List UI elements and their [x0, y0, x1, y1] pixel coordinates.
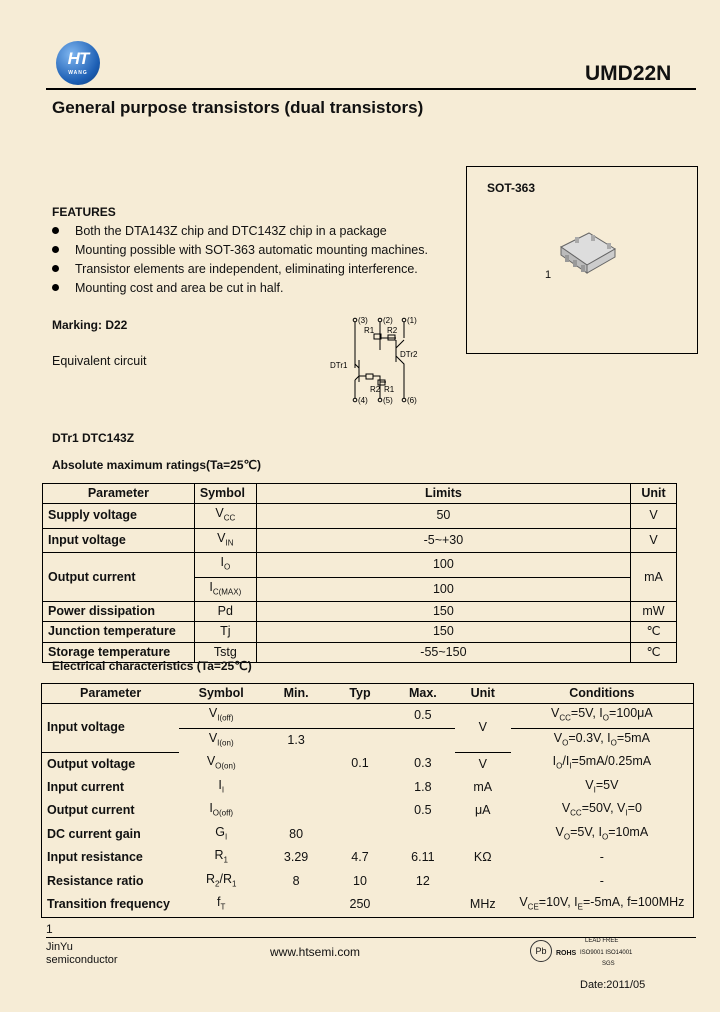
col-header: Typ — [329, 684, 391, 704]
header-rule — [46, 88, 696, 90]
conditions-cell: $V_{CC}=50V$, $V_I=0$ — [511, 799, 694, 823]
unit-cell — [455, 870, 511, 894]
min-cell: 3.29 — [283, 850, 309, 865]
param-cell: Junction temperature — [43, 622, 195, 642]
param-cell: DC current gain — [42, 823, 180, 847]
col-header: Symbol — [194, 484, 256, 504]
symbol-cell: $V_{CC}$ — [194, 504, 256, 529]
conditions-cell: $V_O=0.3V$, $I_O=5mA$ — [511, 728, 694, 752]
equivalent-circuit-label: Equivalent circuit — [52, 354, 147, 368]
param-cell: Transition frequency — [42, 893, 180, 917]
bullet-icon — [52, 227, 59, 234]
unit-cell: mW — [631, 602, 677, 622]
conditions-cell: - — [511, 870, 694, 894]
limit-cell: -55~150 — [256, 642, 630, 662]
cert-lead-free: LEAD FREE — [585, 938, 619, 944]
max-cell: 6.11 — [411, 850, 435, 865]
max-cell — [391, 893, 455, 917]
pin-1-label: (1) — [407, 316, 417, 325]
symbol-cell: $f_T$ — [179, 893, 263, 917]
symbol-cell: Pd — [194, 602, 256, 622]
max-cell: 0.5 — [391, 704, 455, 729]
table-row — [42, 893, 694, 917]
symbol-cell: $R_1$ — [214, 848, 228, 865]
dtr1-label: DTr1 — [330, 361, 348, 370]
col-header: Limits — [256, 484, 630, 504]
features-heading: FEATURES — [52, 205, 116, 219]
feature-item: Both the DTA143Z chip and DTC143Z chip in a package — [52, 222, 428, 241]
table-row — [42, 799, 694, 823]
min-cell — [263, 893, 329, 917]
unit-cell: V — [478, 756, 487, 771]
logo-text: HT — [67, 49, 89, 68]
company-logo — [56, 41, 100, 85]
unit-cell: mA — [473, 779, 493, 794]
param-cell: Output current — [42, 799, 180, 823]
param-cell: Power dissipation — [43, 602, 195, 622]
pin-4-label: (4) — [358, 396, 368, 405]
package-name: SOT-363 — [487, 181, 536, 195]
typ-cell: 10 — [353, 873, 367, 888]
limit-cell: -5~+30 — [256, 528, 630, 553]
limit-cell: 150 — [256, 622, 630, 642]
table-row — [42, 870, 694, 894]
feature-item: Transistor elements are independent, eliminating interference. — [52, 260, 428, 279]
feature-item: Mounting possible with SOT-363 automatic mounting machines. — [52, 241, 428, 260]
col-header: Unit — [631, 484, 677, 504]
min-cell — [263, 799, 329, 823]
pin-3-label: (3) — [358, 316, 368, 325]
param-cell: Supply voltage — [43, 504, 195, 529]
r1-bottom-label: R1 — [384, 385, 395, 394]
max-cell: 0.3 — [414, 756, 432, 771]
symbol-cell: $I_O$ — [194, 553, 256, 578]
unit-cell: V — [631, 504, 677, 529]
max-cell: 1.8 — [414, 779, 432, 794]
cert-rohs: ROHS — [556, 950, 577, 957]
col-header: Unit — [455, 684, 511, 704]
max-cell: 12 — [415, 873, 430, 888]
model-number: UMD22N — [585, 62, 672, 85]
table-row — [43, 602, 677, 622]
symbol-cell: $R_2/R_1$ — [205, 871, 237, 889]
abs-max-heading: Absolute maximum ratings(Ta=25℃) — [52, 458, 261, 472]
pin-label: 1 — [545, 269, 552, 281]
bullet-icon — [52, 246, 59, 253]
dtr2-label: DTr2 — [400, 350, 418, 359]
unit-cell: KΩ — [473, 850, 492, 865]
min-cell — [263, 776, 329, 800]
dtr-heading: DTr1 DTC143Z — [52, 431, 135, 445]
param-cell: Output voltage — [42, 752, 180, 776]
typ-cell — [329, 728, 391, 752]
website-link[interactable]: www.htsemi.com — [270, 945, 361, 959]
typ-cell — [329, 799, 391, 823]
conditions-cell: $V_{CE}=10V$, $I_E=-5mA$, f=100MHz — [511, 893, 694, 917]
limit-cell: 100 — [256, 553, 630, 578]
min-cell: 8 — [292, 873, 300, 888]
unit-cell — [455, 823, 511, 847]
unit-cell: ℃ — [631, 622, 677, 642]
col-header: Symbol — [179, 684, 263, 704]
limit-cell: 150 — [256, 602, 630, 622]
r1-top-label: R1 — [364, 326, 375, 335]
package-box — [466, 166, 698, 354]
symbol-cell: $I_{O(off)}$ — [209, 801, 234, 818]
param-cell: Input voltage — [43, 528, 195, 553]
typ-cell — [329, 823, 391, 847]
param-cell: Input current — [42, 776, 180, 800]
table-row — [43, 622, 677, 642]
param-cell: Input resistance — [42, 846, 180, 870]
marking: Marking: D22 — [52, 318, 128, 332]
max-cell: 0.5 — [414, 803, 432, 818]
r2-top-label: R2 — [387, 326, 398, 335]
sot363-package-drawing — [551, 225, 621, 281]
conditions-cell: $V_{CC}=5V$, $I_O=100\mu A$ — [511, 704, 694, 729]
typ-cell — [329, 776, 391, 800]
param-cell: Output current — [43, 553, 195, 602]
min-cell: 1.3 — [287, 732, 305, 747]
table-row — [42, 846, 694, 870]
param-cell: Input voltage — [42, 704, 180, 753]
electrical-table — [41, 683, 694, 918]
symbol-cell: $I_{C(MAX)}$ — [194, 577, 256, 602]
symbol-cell: $V_{IN}$ — [194, 528, 256, 553]
cert-iso: ISO9001 ISO14001 — [580, 950, 633, 956]
pb-free-icon: Pb — [530, 940, 552, 962]
symbol-cell: $V_{I(off)}$ — [179, 704, 263, 729]
bullet-icon — [52, 265, 59, 272]
min-cell — [263, 752, 329, 776]
col-header: Min. — [263, 684, 329, 704]
typ-cell: 4.7 — [351, 850, 369, 865]
col-header: Parameter — [43, 484, 195, 504]
cert-sgs: SGS — [602, 961, 615, 967]
r2-bottom-label: R2 — [370, 385, 381, 394]
typ-cell — [329, 704, 391, 729]
min-cell — [263, 704, 329, 729]
pin-2-label: (2) — [383, 316, 393, 325]
table-row — [42, 776, 694, 800]
typ-cell: 250 — [329, 893, 391, 917]
col-header: Max. — [391, 684, 455, 704]
unit-cell: V — [631, 528, 677, 553]
features-list — [52, 222, 428, 298]
table-row — [42, 704, 694, 729]
company-name-line2: semiconductor — [46, 954, 118, 966]
unit-cell: V — [455, 704, 511, 753]
table-row — [43, 553, 677, 578]
feature-item: Mounting cost and area be cut in half. — [52, 279, 428, 298]
pin-6-label: (6) — [407, 396, 417, 405]
abs-max-table — [42, 483, 677, 663]
limit-cell: 50 — [256, 504, 630, 529]
unit-cell: mA — [631, 553, 677, 602]
col-header: Conditions — [511, 684, 694, 704]
pin-5-label: (5) — [383, 396, 393, 405]
conditions-cell: $V_O=5V$, $I_O=10mA$ — [511, 823, 694, 847]
max-cell — [391, 728, 455, 752]
table-row — [43, 528, 677, 553]
symbol-cell: $V_{I(on)}$ — [208, 730, 234, 748]
page-number: 1 — [46, 922, 53, 936]
conditions-cell: $V_I=5V$ — [511, 776, 694, 800]
date: Date:2011/05 — [580, 979, 646, 991]
table-row — [42, 752, 694, 776]
max-cell — [391, 823, 455, 847]
logo-sub: WANG — [68, 70, 88, 76]
unit-cell: μA — [474, 803, 491, 818]
symbol-cell: $I_I$ — [218, 777, 225, 795]
unit-cell: MHz — [455, 893, 511, 917]
company-name-line1: JinYu — [46, 941, 73, 953]
table-header-row — [42, 684, 694, 704]
param-cell: Resistance ratio — [42, 870, 180, 894]
param-cell: Storage temperature — [43, 642, 195, 662]
symbol-cell: $V_{O(on)}$ — [206, 754, 236, 771]
equivalent-circuit-diagram — [326, 310, 426, 410]
limit-cell: 100 — [256, 577, 630, 602]
symbol-cell: Tstg — [194, 642, 256, 662]
page-title: General purpose transistors (dual transistors) — [52, 98, 424, 117]
conditions-cell: - — [511, 846, 694, 870]
conditions-cell: $I_O/I_I=5mA/0.25mA$ — [511, 752, 694, 776]
symbol-cell: $G_I$ — [215, 824, 228, 842]
typ-cell: 0.1 — [351, 756, 369, 771]
col-header: Parameter — [42, 684, 180, 704]
table-row — [43, 504, 677, 529]
unit-cell: ℃ — [631, 642, 677, 662]
table-row — [42, 823, 694, 847]
table-header-row — [43, 484, 677, 504]
symbol-cell: Tj — [194, 622, 256, 642]
bullet-icon — [52, 284, 59, 291]
elec-heading: Electrical characteristics (Ta=25℃) — [52, 659, 252, 673]
min-cell: 80 — [289, 826, 304, 841]
